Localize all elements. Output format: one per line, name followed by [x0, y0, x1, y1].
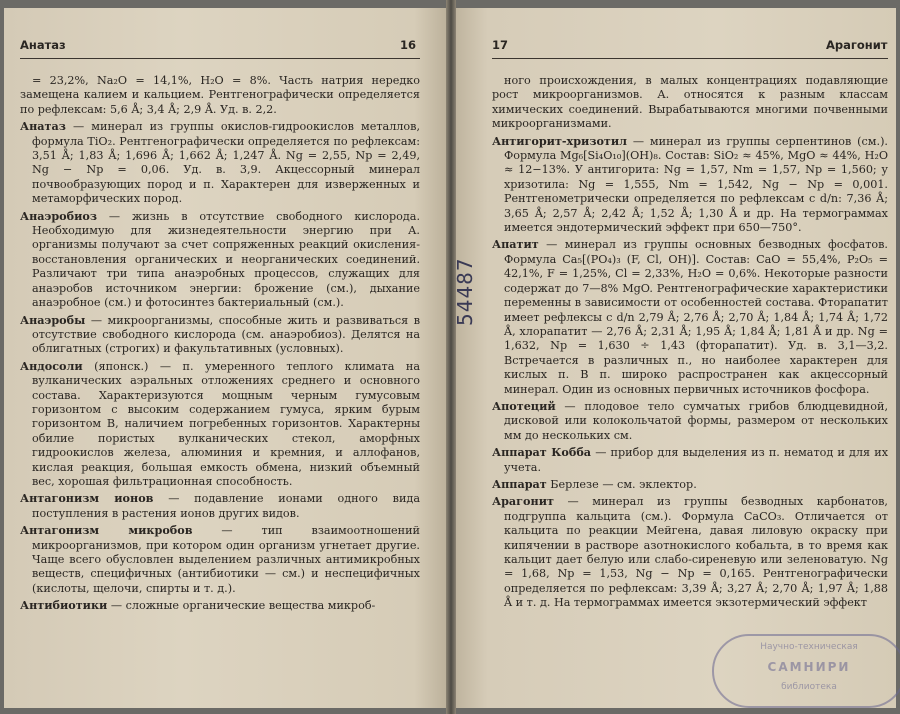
entry-definition: — минерал из группы окислов-гидроокислов металлов, формула TiO₂. Рентгенографически определяется по рефлексам: 3,51 Å; 1,83 Å; 1,696 Å; 1,662 Å; 1,247 Å. Ng = 2,55, Np = 2,49, Ng − Np = 0,06. Уд. в. 3,9. Акцессорный минерал почвообразующих пород и п. Характерен для изверженных и метаморфических пород. — [32, 120, 420, 206]
left-header-title: Анатаз — [20, 38, 66, 52]
entry-term: Анаэробиоз — [20, 208, 98, 223]
entry-definition: — тип взаимоотношений микроорганизмов, при котором один организм угнетает другие. Чаще всего обусловлен выделением различных антимикробных веществ, специфичных (антибиотики — см.) и неспецифичных (кислоты, щелочи, спирты и т. д.). — [32, 524, 420, 595]
left-header-rule — [20, 58, 420, 59]
dictionary-entry — [20, 491, 420, 521]
left-page-body — [20, 74, 420, 616]
entry-term: Апатит — [492, 237, 539, 252]
entry-definition: — минерал из группы безводных карбонатов, подгруппа кальцита (см.). Формула CaCO₃. Отличается от кальцита по реакции Мейгена, давая лиловую окраску при кипячении в растворе азотнокислого кобальта, в то время как кальцит дает белую или слабо-сиреневую или зеленоватую. Ng = 1,68, Np = 1,53, Ng − Np = 0,165. Рентгенографически определяется по рефлексам: 3,39 Å; 3,27 Å; 2,70 Å; 1,97 Å; 1,88 Å и т. д. На термограммах имеется экзотермический эффект — [504, 495, 888, 610]
dictionary-entry — [20, 598, 420, 613]
right-header-title: Арагонит — [826, 38, 888, 52]
right-header-rule — [492, 58, 888, 59]
entry-term: Анаэробы — [20, 312, 86, 327]
dictionary-entry — [492, 494, 888, 610]
entry-term: Антагонизм ионов — [20, 491, 154, 506]
right-page-body — [492, 74, 888, 613]
entry-definition: (японск.) — п. умеренного теплого климата на вулканических аэральных отложениях среднего и основного состава. Характеризуются мощным черным гумусовым горизонтом с высоким содержанием гумуса, ярким бурым горизонтом B, наличием погребенных горизонтов. Характерны обилие пористых вулканических стекол, аморфных гидроокислов железа, алюминия и кремния, и аллофанов, кислая реакция, большая емкость обмена, низкий объемный вес, хорошая фильтрационная способность. — [32, 359, 420, 488]
entry-term: Антигорит-хризотил — [492, 133, 628, 148]
dictionary-entry — [20, 313, 420, 357]
left-page — [4, 8, 450, 708]
left-page-number: 16 — [400, 38, 417, 52]
handwritten-margin-note: 54487 — [453, 257, 477, 326]
book-gutter — [446, 0, 456, 714]
entry-definition: = 23,2%, Na₂O = 14,1%, H₂O = 8%. Часть натрия нередко замещена калием и кальцием. Рентгенографически определяется по рефлексам: 5,6 Å; 3,4 Å; 2,9 Å. Уд. в. 2,2. — [20, 74, 420, 116]
entry-definition: — плодовое тело сумчатых грибов блюдцевидной, дисковой или колокольчатой формы, размером от нескольких мм до нескольких см. — [504, 399, 888, 442]
library-stamp — [712, 634, 900, 708]
dictionary-entry — [492, 74, 888, 132]
dictionary-entry — [20, 209, 420, 311]
entry-term: Апотеций — [492, 398, 556, 413]
entry-term: Анатаз — [20, 119, 66, 134]
entry-definition: — жизнь в отсутствие свободного кислорода. Необходимую для жизнедеятельности энергию при А. организмы получают за счет сопряженных реакций окисления-восстановления органических и неорганических соединений. Различают три типа анаэробных процессов, служащих для анаэробов источником энергии: брожение (см.), дыхание анаэробное (см.) и фотосинтез бактериальный (см.). — [32, 209, 420, 310]
dictionary-entry — [492, 399, 888, 443]
entry-definition: ного происхождения, в малых концентрациях подавляющие рост микроорганизмов. А. относятся к разным классам химических соединений. Вырабатываются многими почвенными микроорганизмами. — [492, 74, 888, 131]
entry-term: Андосоли — [20, 358, 83, 373]
entry-term: Арагонит — [492, 494, 554, 509]
entry-term: Аппарат — [492, 476, 547, 491]
entry-definition: — микроорганизмы, способные жить и развиваться в отсутствие свободного кислорода (см. анаэробиоз). Делятся на облигатных (строгих) и факультативных (условных). — [32, 313, 420, 356]
stamp-line-1: Научно-техническая — [760, 642, 858, 652]
stamp-line-3: библиотека — [781, 682, 837, 692]
dictionary-entry — [20, 523, 420, 596]
right-page-number: 17 — [492, 38, 509, 52]
entry-definition: Берлезе — см. эклектор. — [546, 477, 697, 491]
dictionary-entry — [492, 237, 888, 396]
entry-term: Антибиотики — [20, 598, 108, 613]
dictionary-entry — [20, 74, 420, 117]
entry-definition: — сложные органические вещества микроб- — [107, 599, 376, 613]
dictionary-entry — [492, 477, 888, 492]
stamp-line-2: САМНИРИ — [767, 660, 851, 674]
entry-term: Антагонизм микробов — [20, 523, 193, 538]
entry-definition: — подавление ионами одного вида поступления в растения ионов других видов. — [32, 492, 420, 520]
dictionary-entry — [492, 134, 888, 236]
dictionary-entry — [20, 359, 420, 490]
entry-definition: — минерал из группы серпентинов (см.). Формула Mg₆[Si₄O₁₀](OH)₈. Состав: SiO₂ ≈ 45%, MgO ≈ 44%, H₂O ≈ 12−13%. У антигорита: Ng = 1,57, Nm = 1,57, Np = 1,560; у хризотила: Ng = 1,555, Nm = 1,542, Ng − Np = 0,001. Рентгенометрически определяется по рефлексам с d/n: 7,36 Å; 3,65 Å; 2,57 Å; 2,42 Å; 1,52 Å; 1,30 Å и др. На термограммах имеется эндотермический эффект при 650—750°. — [504, 134, 888, 235]
right-page — [452, 8, 896, 708]
dictionary-entry — [20, 119, 420, 206]
entry-definition: — минерал из группы основных безводных фосфатов. Формула Ca₅[(PO₄)₃ (F, Cl, OH)]. Состав: CaO = 55,4%, P₂O₅ = 42,1%, F = 1,25%, Cl = 2,33%, H₂O = 0,6%. Некоторые разности содержат до 7—8% MgO. Рентгенографические характеристики переменны в зависимости от особенностей состава. Фторапатит имеет рефлексы с d/n 2,79 Å; 2,76 Å; 2,70 Å; 1,84 Å; 1,74 Å; 1,72 Å, хлорапатит — 2,76 Å; 2,31 Å; 1,95 Å; 1,84 Å; 1,81 Å и др. Ng = 1,632, Np = 1,630 ÷ 1,43 (фторапатит). Уд. в. 3,1—3,2. Встречается в различных п., но наиболее характерен для кислых п. В п. широко распространен как акцессорный минерал. Один из основных первичных источников фосфора. — [504, 238, 888, 396]
dictionary-entry — [492, 445, 888, 475]
entry-definition: — прибор для выделения из п. нематод и для их учета. — [504, 446, 888, 474]
entry-term: Аппарат Кобба — [492, 445, 592, 460]
